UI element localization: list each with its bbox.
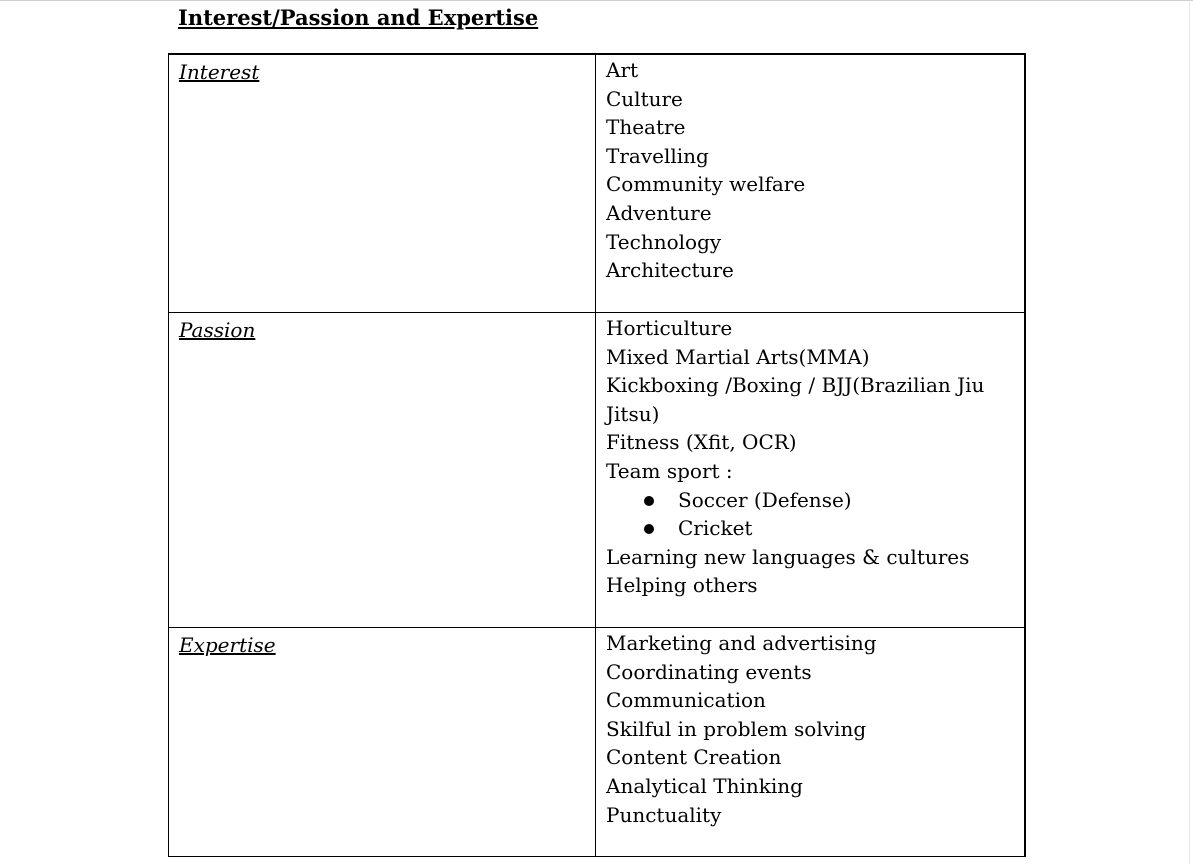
list-item: Punctuality	[606, 802, 722, 827]
team-sport-sublist-container	[606, 486, 1016, 543]
list-item: Team sport :	[606, 458, 733, 483]
expertise-list	[596, 628, 1024, 829]
list-item: Technology	[606, 229, 722, 254]
table-row-interest	[169, 54, 1026, 313]
items-cell-expertise	[596, 628, 1026, 857]
list-item: Travelling	[606, 143, 709, 168]
list-item: Community welfare	[606, 172, 806, 197]
bullet-text: Soccer (Defense)	[678, 487, 852, 512]
table-row-expertise	[169, 628, 1026, 857]
bullet-item	[606, 514, 1016, 543]
list-item: Learning new languages & cultures	[606, 544, 970, 569]
bullet-dot-icon	[644, 524, 654, 534]
list-item: Coordinating events	[606, 659, 812, 684]
interest-passion-expertise-table	[168, 53, 1026, 857]
label-cell-interest	[169, 54, 596, 313]
page-top-border	[0, 0, 1193, 1]
list-item: Culture	[606, 86, 683, 111]
list-item: Communication	[606, 688, 766, 713]
bullet-item	[606, 486, 1016, 515]
label-cell-expertise	[169, 628, 596, 857]
list-item: Content Creation	[606, 745, 782, 770]
list-item: Helping others	[606, 573, 758, 598]
items-cell-passion	[596, 313, 1026, 628]
list-item: Kickboxing /Boxing / BJJ(Brazilian Jiu Jitsu)	[606, 373, 985, 426]
list-item: Skilful in problem solving	[606, 716, 867, 741]
label-cell-passion	[169, 313, 596, 628]
list-item: Architecture	[606, 258, 734, 283]
list-item: Analytical Thinking	[606, 773, 803, 798]
row-label-interest: Interest	[179, 60, 260, 84]
list-item: Art	[606, 58, 639, 82]
bullet-text: Cricket	[678, 516, 753, 541]
document-title: Interest/Passion and Expertise	[178, 5, 539, 30]
page-right-border	[1189, 0, 1190, 864]
list-item: Fitness (Xfit, OCR)	[606, 430, 797, 455]
row-label-passion: Passion	[179, 318, 256, 342]
interest-list	[596, 55, 1024, 285]
items-cell-interest	[596, 54, 1026, 313]
list-item: Horticulture	[606, 316, 733, 340]
list-item: Marketing and advertising	[606, 631, 877, 655]
list-item: Mixed Martial Arts(MMA)	[606, 344, 870, 369]
team-sport-sublist	[606, 486, 1016, 543]
passion-list	[596, 313, 1024, 600]
table-row-passion	[169, 313, 1026, 628]
bullet-dot-icon	[644, 496, 654, 506]
list-item: Theatre	[606, 115, 686, 140]
row-label-expertise: Expertise	[179, 633, 276, 657]
list-item: Adventure	[606, 200, 712, 225]
